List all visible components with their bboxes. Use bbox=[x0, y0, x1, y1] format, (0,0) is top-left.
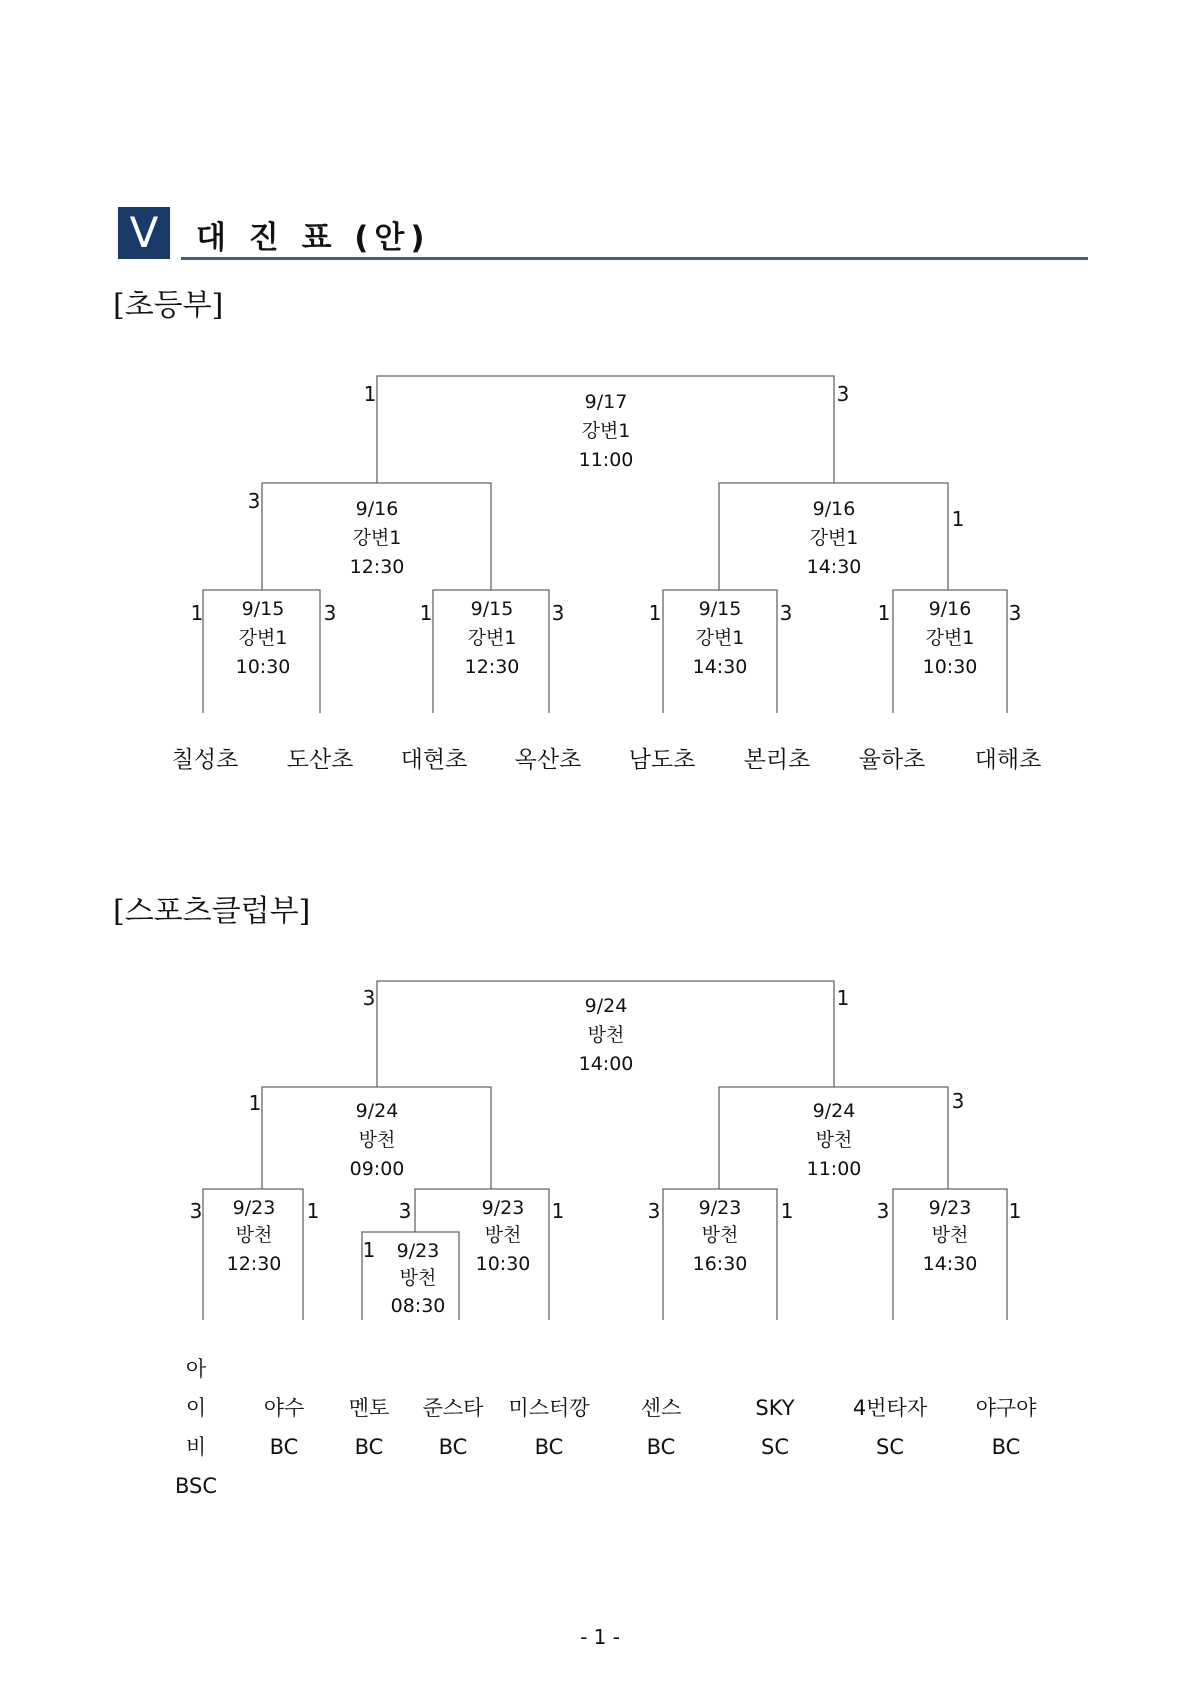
match-venue: 방천 bbox=[399, 1267, 437, 1289]
team-name: 대현초 bbox=[400, 747, 468, 773]
score: 3 bbox=[189, 1199, 203, 1223]
match-venue: 강변1 bbox=[352, 527, 402, 549]
team-name: 4번타자 bbox=[852, 1396, 928, 1420]
section-badge: V bbox=[118, 207, 170, 259]
team-name: BSC bbox=[174, 1474, 218, 1498]
match-venue: 방천 bbox=[815, 1129, 853, 1151]
score: 3 bbox=[647, 1199, 661, 1223]
match-venue: 강변1 bbox=[695, 627, 745, 649]
team-name: 칠성초 bbox=[171, 747, 239, 773]
score: 3 bbox=[876, 1199, 890, 1223]
team-name: 야구야 bbox=[975, 1396, 1037, 1420]
section-title: 대 진 표 (안) bbox=[196, 220, 431, 256]
match-date: 9/15 bbox=[241, 598, 285, 620]
match-date: 9/23 bbox=[232, 1197, 276, 1219]
match-date: 9/24 bbox=[584, 995, 628, 1017]
score: 1 bbox=[877, 601, 891, 625]
match-time: 10:30 bbox=[235, 656, 291, 678]
team-name: 남도초 bbox=[628, 747, 696, 773]
team-name: 준스타 bbox=[422, 1396, 484, 1420]
match-venue: 방천 bbox=[587, 1024, 625, 1046]
team-name: BC bbox=[534, 1435, 564, 1459]
match-time: 12:30 bbox=[226, 1253, 282, 1275]
team-name: 도산초 bbox=[286, 747, 354, 773]
match-time: 10:30 bbox=[922, 656, 978, 678]
match-time: 11:00 bbox=[578, 449, 634, 471]
match-time: 12:30 bbox=[349, 556, 405, 578]
match-time: 14:30 bbox=[922, 1253, 978, 1275]
match-venue: 방천 bbox=[701, 1224, 739, 1246]
match-venue: 방천 bbox=[931, 1224, 969, 1246]
match-date: 9/16 bbox=[355, 498, 399, 520]
team-name: SC bbox=[876, 1435, 904, 1459]
match-time: 14:30 bbox=[692, 656, 748, 678]
match-venue: 강변1 bbox=[581, 420, 631, 442]
page-number: - 1 - bbox=[580, 1625, 620, 1649]
team-name: BC bbox=[991, 1435, 1021, 1459]
score: 3 bbox=[362, 986, 376, 1010]
score: 1 bbox=[363, 382, 377, 406]
match-venue: 강변1 bbox=[238, 627, 288, 649]
match-date: 9/23 bbox=[396, 1240, 440, 1262]
score: 3 bbox=[779, 601, 793, 625]
team-name: 비 bbox=[185, 1435, 207, 1459]
team-name: 대해초 bbox=[974, 747, 1042, 773]
team-name: SC bbox=[761, 1435, 789, 1459]
score: 3 bbox=[247, 489, 261, 513]
match-time: 09:00 bbox=[349, 1158, 405, 1180]
elementary-heading: [초등부] bbox=[113, 288, 224, 323]
match-time: 14:30 bbox=[806, 556, 862, 578]
team-name: 이 bbox=[185, 1396, 207, 1420]
team-name: 야수 bbox=[263, 1396, 305, 1420]
match-venue: 방천 bbox=[235, 1224, 273, 1246]
score: 1 bbox=[551, 1199, 565, 1223]
team-name: 옥산초 bbox=[514, 747, 582, 773]
match-date: 9/17 bbox=[584, 391, 628, 413]
team-name: BC bbox=[646, 1435, 676, 1459]
score: 1 bbox=[419, 601, 433, 625]
match-date: 9/23 bbox=[928, 1197, 972, 1219]
match-date: 9/16 bbox=[928, 598, 972, 620]
score: 3 bbox=[1008, 601, 1022, 625]
sports-club-heading: [스포츠클럽부] bbox=[113, 894, 311, 929]
match-time: 08:30 bbox=[390, 1295, 446, 1317]
match-venue: 방천 bbox=[484, 1224, 522, 1246]
score: 1 bbox=[306, 1199, 320, 1223]
team-name: 센스 bbox=[640, 1396, 682, 1420]
team-name: SKY bbox=[755, 1396, 795, 1420]
match-venue: 강변1 bbox=[467, 627, 517, 649]
team-name: 미스터깡 bbox=[508, 1396, 590, 1420]
match-time: 14:00 bbox=[578, 1053, 634, 1075]
score: 1 bbox=[836, 986, 850, 1010]
match-time: 16:30 bbox=[692, 1253, 748, 1275]
team-name: 본리초 bbox=[743, 747, 811, 773]
team-name: BC bbox=[438, 1435, 468, 1459]
score: 3 bbox=[323, 601, 337, 625]
match-date: 9/24 bbox=[812, 1100, 856, 1122]
score: 1 bbox=[1008, 1199, 1022, 1223]
team-name: 율하초 bbox=[858, 747, 926, 773]
match-time: 11:00 bbox=[806, 1158, 862, 1180]
score: 3 bbox=[836, 382, 850, 406]
team-name: 멘토 bbox=[348, 1396, 390, 1420]
match-date: 9/23 bbox=[698, 1197, 742, 1219]
score: 1 bbox=[780, 1199, 794, 1223]
match-date: 9/23 bbox=[481, 1197, 525, 1219]
score: 1 bbox=[951, 507, 965, 531]
score: 1 bbox=[362, 1238, 376, 1262]
team-name: BC bbox=[269, 1435, 299, 1459]
match-venue: 방천 bbox=[358, 1129, 396, 1151]
score: 3 bbox=[398, 1199, 412, 1223]
match-venue: 강변1 bbox=[809, 527, 859, 549]
score: 3 bbox=[951, 1089, 965, 1113]
match-date: 9/16 bbox=[812, 498, 856, 520]
team-name: 아 bbox=[185, 1357, 207, 1381]
match-time: 10:30 bbox=[475, 1253, 531, 1275]
score: 3 bbox=[551, 601, 565, 625]
score: 1 bbox=[648, 601, 662, 625]
team-name: BC bbox=[354, 1435, 384, 1459]
score: 1 bbox=[190, 601, 204, 625]
match-date: 9/24 bbox=[355, 1100, 399, 1122]
match-date: 9/15 bbox=[470, 598, 514, 620]
match-date: 9/15 bbox=[698, 598, 742, 620]
score: 1 bbox=[248, 1091, 262, 1115]
match-venue: 강변1 bbox=[925, 627, 975, 649]
match-time: 12:30 bbox=[464, 656, 520, 678]
